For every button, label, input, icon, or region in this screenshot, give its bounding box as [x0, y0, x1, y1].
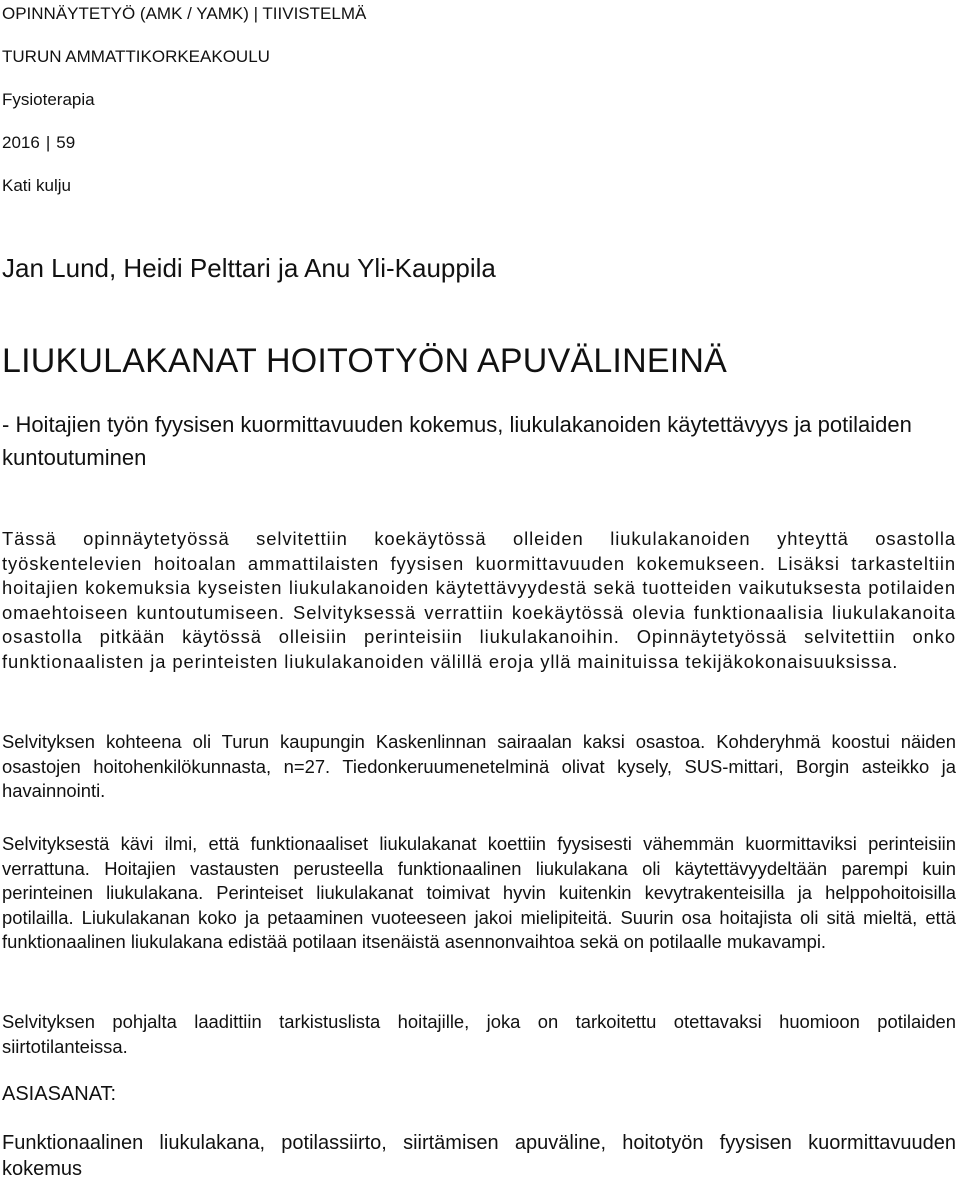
institution: TURUN AMMATTIKORKEAKOULU	[2, 47, 270, 66]
thesis-type: OPINNÄYTETYÖ (AMK / YAMK) | TIIVISTELMÄ	[2, 4, 367, 23]
abstract-paragraph: Selvityksestä kävi ilmi, että funktionaaliset liukulakanat koettiin fyysisesti vähemmän kuormittaviksi perinteisiin verrattuna. Hoitajien vastausten perusteella funktionaalinen liukulakana oli käytettävyydeltään parempi kuin perinteinen liukulakana. Perinteiset liukulakanat toimivat hyvin kuitenkin kevytrakenteisilla ja helppohoitoisilla potilailla. Liukulakanan koko ja petaaminen vuoteeseen jakoi mielipiteitä. Suurin osa hoitajista oli sitä mieltä, että funktionaalinen liukulakana edistää potilaan itsenäistä asennonvaihtoa sekä on potilaalle mukavampi.	[2, 833, 956, 952]
abstract-paragraph: Selvityksen pohjalta laadittiin tarkistuslista hoitajille, joka on tarkoitettu otettavaksi huomioon potilaiden siirtotilanteissa.	[2, 1011, 956, 1057]
page-count: 59	[56, 133, 76, 152]
authors: Jan Lund, Heidi Pelttari ja Anu Yli-Kauppila	[2, 253, 496, 283]
year: 2016	[2, 133, 40, 152]
year-and-pages	[2, 133, 75, 153]
keywords: Funktionaalinen liukulakana, potilassiirto, siirtämisen apuväline, hoitotyön fyysisen kuormittavuuden kokemus	[2, 1132, 956, 1180]
thesis-title: LIUKULAKANAT HOITOTYÖN APUVÄLINEINÄ	[2, 342, 727, 380]
degree-programme: Fysioterapia	[2, 90, 95, 109]
supervisor: Kati kulju	[2, 176, 71, 195]
thesis-subtitle: - Hoitajien työn fyysisen kuormittavuuden kokemus, liukulakanoiden käytettävyys ja potilaiden kuntoutuminen	[2, 412, 912, 470]
abstract-paragraph: Selvityksen kohteena oli Turun kaupungin Kaskenlinnan sairaalan kaksi osastoa. Kohderyhmä koostui näiden osastojen hoitohenkilökunnasta, n=27. Tiedonkeruumenetelminä olivat kysely, SUS-mittari, Borgin asteikko ja havainnointi.	[2, 731, 956, 801]
abstract-paragraph: Tässä opinnäytetyössä selvitettiin koekäytössä olleiden liukulakanoiden yhteyttä osastolla työskentelevien hoitoalan ammattilaisten fyysisen kuormittavuuden kokemukseen. Lisäksi tarkasteltiin hoitajien kokemuksia kyseisten liukulakanoiden käytettävyydestä sekä tuotteiden vaikutuksesta potilaiden omaehtoiseen kuntoutumiseen. Selvityksessä verrattiin koekäytössä olevia funktionaalisia liukulakanoita osastolla pitkään käytössä olleisiin perinteisiin liukulakanoihin. Opinnäytetyössä selvitettiin onko funktionaalisten ja perinteisten liukulakanoiden välillä eroja yllä mainituissa tekijäkokonaisuuksissa.	[2, 528, 956, 672]
separator: |	[45, 133, 51, 152]
keywords-label: ASIASANAT:	[2, 1083, 117, 1105]
